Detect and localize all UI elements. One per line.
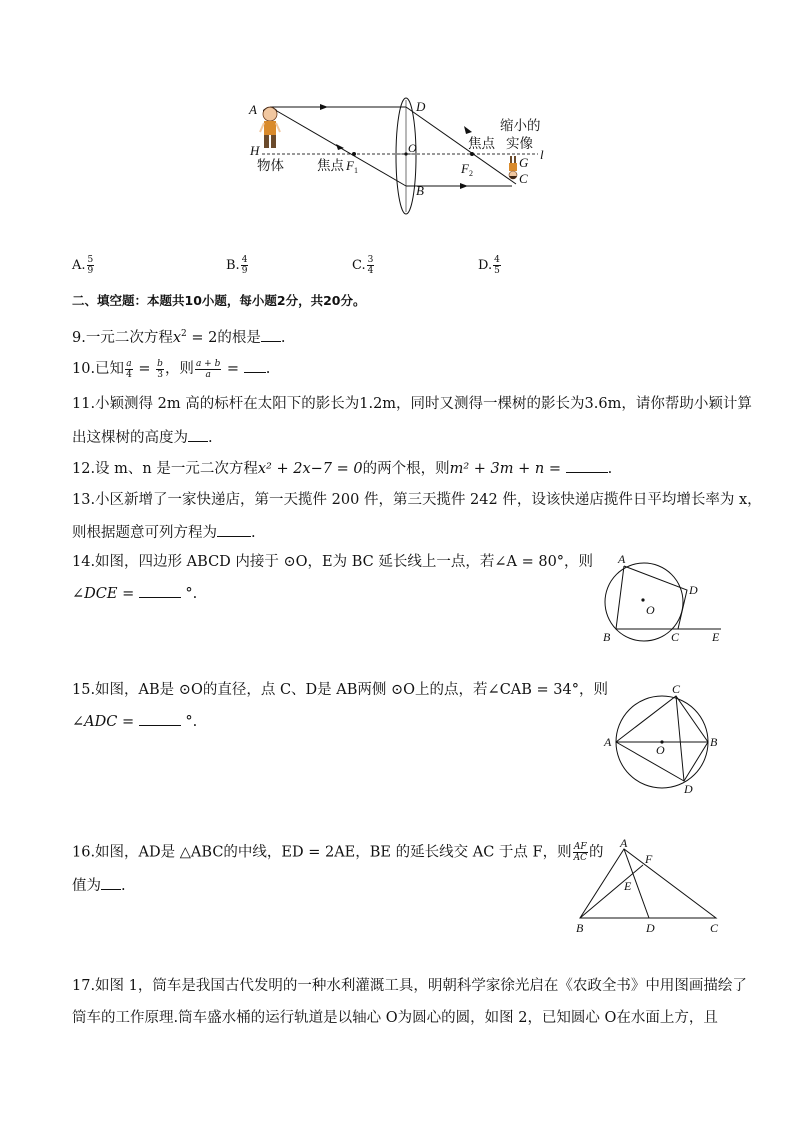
text-image-line2: 实像	[506, 136, 533, 151]
label-B: B	[416, 183, 424, 198]
text-object: 物体	[257, 158, 284, 173]
answer-blank[interactable]	[139, 711, 181, 726]
label-F2-sub: 2	[469, 169, 473, 178]
label-A: A	[249, 102, 257, 117]
text-focus-left: 焦点	[317, 158, 344, 173]
option-D[interactable]: D. $\frac{4}{5}$	[478, 255, 500, 276]
question-13-line2: 则根据题意可列方程为 .	[72, 522, 256, 543]
fig14-label-D: D	[689, 583, 698, 597]
question-11-line2: 出这棵树的高度为 .	[72, 427, 213, 448]
fig16-label-E: E	[624, 879, 632, 893]
answer-blank[interactable]	[101, 875, 121, 890]
answer-blank[interactable]	[188, 427, 208, 442]
option-B[interactable]: B. $\frac{4}{9}$	[226, 255, 248, 276]
label-F1-sub: 1	[354, 166, 358, 175]
question-14-line1: 14.如图，四边形 ABCD 内接于 ⊙O，E为 BC 延长线上一点，若∠A = 80°，则	[72, 554, 594, 570]
fig14-label-B: B	[603, 630, 611, 644]
question-15-line2: ∠ADC = °.	[72, 711, 197, 732]
fig14-label-O: O	[646, 603, 655, 617]
label-D: D	[416, 99, 426, 114]
question-10: 10.已知 $\frac{a}{4}$ = $\frac{b}{3}$ ，则 $\frac{a + b}{a}$ = .	[72, 358, 271, 380]
fig14-label-E: E	[712, 630, 720, 644]
fig15-label-C: C	[672, 682, 681, 696]
figure-16	[572, 835, 732, 940]
fig14-label-A: A	[618, 552, 626, 566]
label-C: C	[519, 171, 528, 186]
option-C[interactable]: C. $\frac{3}{4}$	[352, 255, 374, 276]
answer-blank[interactable]	[566, 458, 608, 473]
question-17-line1: 17.如图 1，筒车是我国古代发明的一种水利灌溉工具，明朝科学家徐光启在《农政全书》中用图画描绘了	[72, 978, 747, 994]
fig16-label-B: B	[576, 921, 584, 935]
fig15-label-O: O	[656, 743, 665, 757]
fig15-label-A: A	[604, 735, 612, 749]
section-title: 二、填空题：本题共10小题，每小题2分，共20分。	[72, 293, 366, 308]
label-F1: F	[346, 158, 354, 173]
fig15-label-B: B	[710, 735, 718, 749]
fig16-label-D: D	[646, 921, 655, 935]
inverted-image-icon	[509, 156, 517, 179]
label-F2: F	[461, 161, 469, 176]
fig15-label-D: D	[684, 782, 693, 796]
text-image-line1: 缩小的	[500, 118, 541, 133]
question-9: 9.一元二次方程$x^2 = 2$的根是 .	[72, 324, 285, 348]
question-13-line1: 13.小区新增了一家快递店，第一天揽件 200 件，第三天揽件 242 件，设该快递店揽件日平均增长率为 x，	[72, 492, 762, 508]
question-15-line1: 15.如图，AB是 ⊙O的直径，点 C、D是 AB两侧 ⊙O上的点，若∠CAB = 34°，则	[72, 682, 608, 698]
fig16-label-C: C	[710, 921, 719, 935]
option-A[interactable]: A. $\frac{5}{9}$	[72, 255, 94, 276]
figure-15	[598, 680, 728, 800]
label-l: l	[540, 147, 544, 162]
question-12: 12.设 m、n 是一元二次方程x² + 2x−7 = 0的两个根，则m² + 3m + n = .	[72, 458, 612, 479]
question-16-line2: 值为 .	[72, 875, 126, 896]
answer-blank[interactable]	[217, 522, 251, 537]
question-11-line1: 11.小颖测得 2m 高的标杆在太阳下的影长为1.2m，同时又测得一棵树的影长为3.6m，请你帮助小颖计算	[72, 396, 752, 412]
fig16-label-A: A	[620, 836, 628, 850]
answer-blank[interactable]	[244, 358, 266, 373]
label-H: H	[250, 143, 260, 158]
figure-14	[598, 548, 728, 648]
question-16-line1: 16.如图，AD是 △ABC的中线，ED = 2AE，BE 的延长线交 AC 于点 F，则 $\frac{AF}{AC}$ 的	[72, 842, 604, 863]
answer-blank[interactable]	[261, 327, 281, 342]
question-17-line2: 筒车的工作原理.筒车盛水桶的运行轨道是以轴心 O为圆心的圆，如图 2，已知圆心 O在水面上方，且	[72, 1010, 718, 1026]
question-14-line2: ∠DCE = °.	[72, 583, 197, 604]
lens-figure	[240, 92, 560, 222]
label-O: O	[408, 141, 417, 155]
fig14-label-C: C	[671, 630, 680, 644]
label-G: G	[519, 155, 529, 170]
answer-blank[interactable]	[139, 583, 181, 598]
text-focus-right: 焦点	[468, 136, 495, 151]
fig16-label-F: F	[645, 852, 653, 866]
person-object-icon	[260, 107, 280, 148]
